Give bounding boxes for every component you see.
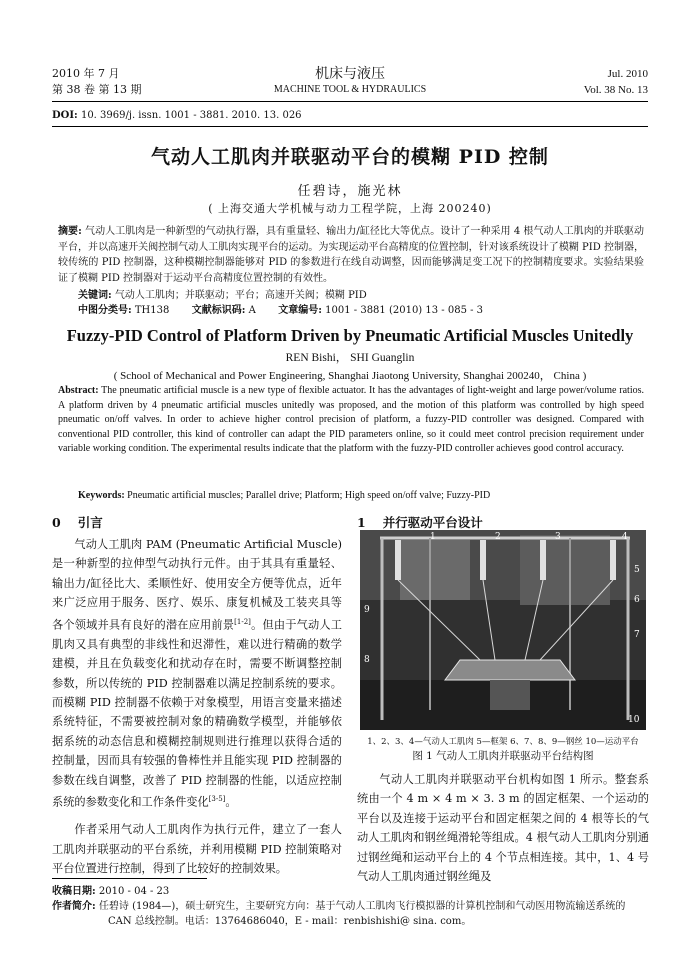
header-volume-en: Vol. 38 No. 13 — [583, 84, 648, 96]
clc-value: TH138 — [134, 305, 170, 316]
journal-name-cn: 机床与液压 — [315, 66, 385, 82]
section-0-body — [52, 535, 342, 878]
article-number-label: 文章编号: — [278, 305, 322, 316]
figure-1-legend: 1、2、3、4—气动人工肌肉 5—框架 6、7、8、9—钢丝 10—运动平台 — [367, 737, 639, 747]
bio-text: 任碧诗 (1984—)，硕士研究生，主要研究方向：基于气动人工肌肉飞行模拟器的计算机控制和气动医用物流输送系统的 CAN 总线控制。电话：13764686040，E - mail：renbishishi@ sina. com。 — [98, 901, 626, 927]
figure-1-callout-2: 2 — [495, 532, 501, 542]
affiliation-cn: ( 上海交通大学机械与动力工程学院，上海 200240) — [208, 202, 492, 215]
keywords-en-label: Keywords: — [78, 490, 125, 501]
header-date-en: Jul. 2010 — [607, 68, 648, 80]
header-rule — [52, 101, 648, 102]
abstract-cn-label: 摘要: — [58, 226, 82, 237]
journal-name-en: MACHINE TOOL & HYDRAULICS — [273, 84, 427, 95]
footnote — [52, 884, 648, 929]
clc-label: 中图分类号: — [78, 305, 132, 316]
abstract-en-text: The pneumatic artificial muscle is a new type of flexible actuator. It has the advantages of light-weight and large power/volume ratios. A platform driven by 4 pneumatic artificial muscles unitedly was proposed, and the motion of this platform was controlled by high speed pneumatic on/off valves. In order to achieve higher control precision of platform, a fuzzy-PID controller was designed. Compared with conventional PID controller, this kind of controller can adapt the PID parameters online, so it could meet control precision requirement under variable working condition. The experimental results indicate that the platform with the fuzzy-PID controller achieves good control accuracy. — [58, 385, 644, 455]
citation-3-5: [3-5] — [208, 795, 226, 804]
abstract-en-label: Abstract: — [58, 385, 99, 396]
keywords-cn-label: 关键词: — [78, 290, 112, 301]
figure-1-callout-5: 5 — [634, 565, 640, 575]
citation-1-2: [1-2] — [234, 617, 251, 626]
article-number-value: 1001 - 3881 (2010) 13 - 085 - 3 — [325, 305, 484, 316]
affiliation-en: ( School of Mechanical and Power Engineering, Shanghai Jiaotong University, Shanghai 200240， China ) — [113, 370, 587, 382]
paper-title-en: Fuzzy-PID Control of Platform Driven by Pneumatic Artificial Muscles Unitedly — [66, 326, 634, 345]
section-1-number: 1 — [357, 515, 366, 530]
received-date — [52, 884, 648, 899]
platform-photo-illustration — [360, 530, 646, 730]
authors-en: REN Bishi， SHI Guanglin — [285, 352, 415, 364]
classification-cn — [78, 303, 483, 318]
figure-1-callout-1: 1 — [430, 532, 436, 542]
section-0-number: 0 — [52, 515, 61, 530]
bio-label: 作者简介: — [52, 901, 96, 912]
figure-1-callout-4: 4 — [622, 532, 628, 542]
keywords-cn-text: 气动人工肌肉；并联驱动；平台；高速开关阀；模糊 PID — [114, 290, 367, 301]
section-1-title: 并行驱动平台设计 — [382, 515, 483, 530]
header-date-cn: 2010 年 7 月 — [52, 67, 120, 80]
figure-1-callout-9: 9 — [364, 605, 370, 615]
received-value: 2010 - 04 - 23 — [98, 886, 170, 897]
figure-1-callout-3: 3 — [555, 532, 561, 542]
authors-cn: 任碧诗，施光林 — [297, 184, 403, 199]
doi — [52, 110, 302, 121]
doc-code-label: 文献标识码: — [191, 305, 246, 316]
abstract-cn — [58, 224, 644, 286]
doi-value: 10. 3969/j. issn. 1001 - 3881. 2010. 13. 026 — [80, 110, 302, 121]
section-0-paragraph-2: 作者采用气动人工肌肉作为执行元件，建立了一套人工肌肉并联驱动的平台系统，并利用模糊 PID 控制策略对平台位置进行控制，得到了比较好的控制效果。 — [52, 823, 342, 875]
abstract-cn-text: 气动人工肌肉是一种新型的气动执行器，具有重量轻、输出力/缸径比大等优点。设计了一种采用 4 根气动人工肌肉的并联驱动平台，并以高速开关阀控制气动人工肌肉实现平台的运动。为实现运动平台高精度的位置控制，针对该系统设计了模糊 PID 控制器，较传统的 PID 控制器，这种模糊控制器能够对 PID 的参数进行在线自动调整，因而能够满足变工况下的控制精度要求。实验结果验证了模糊 PID 控制器对于运动平台高精度位置控制的有效性。 — [58, 226, 644, 284]
section-1-paragraph-1: 气动人工肌肉并联驱动平台机构如图 1 所示。整套系统由一个 4 m × 4 m × 3. 3 m 的固定框架、一个运动的平台以及连接于运动平台和固定框架之间的 4 根等长的气动人工肌肉和钢丝绳滑轮等组成。4 根气动人工肌肉分别通过钢丝绳和运动平台上的 4 个节点相连接。其中，1、4 号气动人工肌肉通过钢丝绳及 — [357, 773, 649, 884]
received-label: 收稿日期: — [52, 886, 96, 897]
footnote-rule — [52, 878, 207, 879]
figure-1-callout-7: 7 — [634, 630, 640, 640]
paper-title-cn: 气动人工肌肉并联驱动平台的模糊 PID 控制 — [151, 146, 549, 168]
abstract-en — [58, 384, 644, 457]
section-0-p1-text-b: 。但由于气动人工肌肉又具有典型的非线性和迟滞性，难以进行精确的数学建模，并且在负载变化和扰动存在时，需要不断调整控制参数，所以传统的 PID 控制器难以满足控制系统的要求。而模糊 PID 控制器不依赖于对象模型，用语言变量来描述系统特征，不需要被控制对象的精确数学模型，并能够依据系统的动态信息和模糊控制规则进行推理以获得合适的控制量，因而具有较强的鲁棒性并且能实现 PID 控制器的参数在线自调整，改善了 PID 控制器的性能，以适应控制系统的参数变化和工作条件变化 — [52, 618, 342, 809]
figure-1-caption: 图 1 气动人工肌肉并联驱动平台结构图 — [412, 750, 594, 762]
section-1-heading — [357, 512, 483, 531]
author-bio — [52, 899, 648, 929]
section-0-title: 引言 — [77, 515, 103, 530]
section-0-p1-text-c: 。 — [225, 795, 237, 809]
figure-1-callout-8: 8 — [364, 655, 370, 665]
keywords-en — [78, 490, 490, 501]
doc-code-value: A — [248, 305, 256, 316]
doi-rule — [52, 126, 648, 127]
section-0-paragraph-1 — [52, 535, 342, 812]
header-volume-cn: 第 38 卷 第 13 期 — [52, 83, 142, 96]
keywords-en-text: Pneumatic artificial muscles; Parallel drive; Platform; High speed on/off valve; Fuzzy-PID — [127, 490, 491, 501]
doi-label: DOI: — [52, 110, 78, 121]
section-0-p1-text-a: 气动人工肌肉 PAM (Pneumatic Artificial Muscle) 是一种新型的拉伸型气动执行元件。由于其具有重量轻、输出力/缸径比大、柔顺性好、使用安全方便等优点，近年来广泛应用于服务、医疗、娱乐、康复机械及工装夹具等各个领域并具有良好的潜在应用前景 — [52, 538, 342, 632]
keywords-cn — [78, 288, 367, 303]
figure-1-callout-6: 6 — [634, 595, 640, 605]
figure-1-photo — [360, 530, 646, 730]
header-right — [584, 66, 648, 98]
section-0-heading — [52, 512, 103, 531]
section-1-body — [357, 770, 649, 886]
figure-1-callout-10: 10 — [628, 715, 640, 725]
